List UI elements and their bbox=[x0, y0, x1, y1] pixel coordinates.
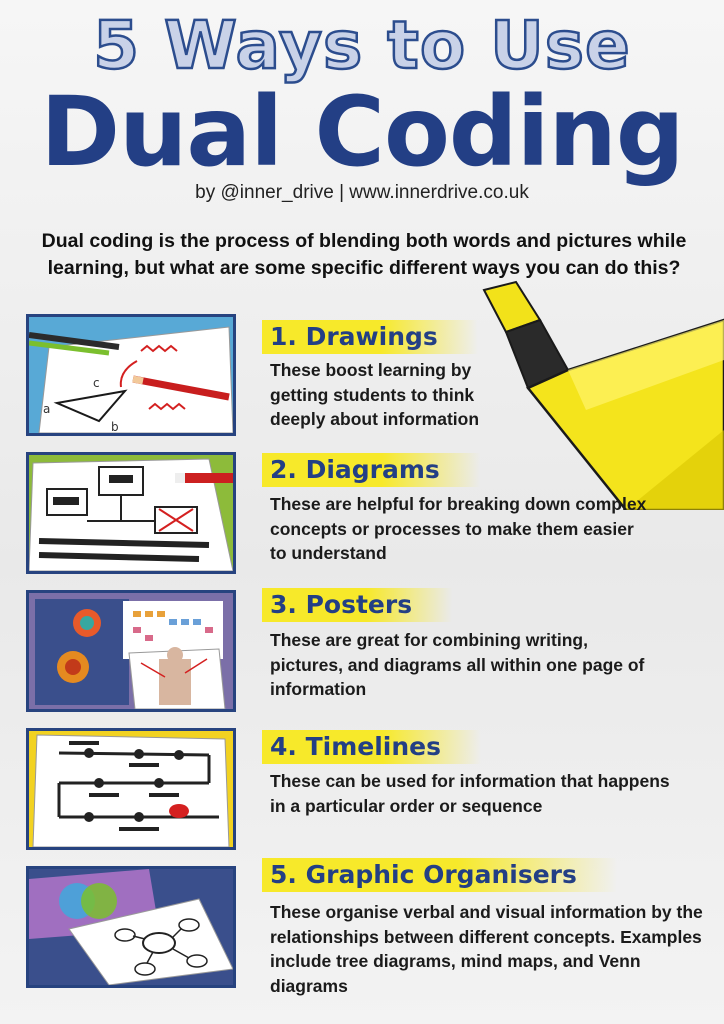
section-heading-posters: 3. Posters bbox=[262, 588, 452, 622]
triangle-label-b: b bbox=[111, 420, 119, 433]
section-desc-timelines: These can be used for information that happens in a particular order or sequence bbox=[270, 771, 670, 816]
section-desc-posters: These are great for combining writing, pictures, and diagrams all within one page of information bbox=[270, 630, 645, 699]
section-heading-diagrams: 2. Diagrams bbox=[262, 453, 480, 487]
section-desc-diagrams: These are helpful for breaking down complex concepts or processes to make them easier to understand bbox=[270, 494, 647, 563]
section-heading-graphic-organisers: 5. Graphic Organisers bbox=[262, 858, 617, 892]
byline: by @inner_drive | www.innerdrive.co.uk bbox=[195, 182, 529, 203]
title-line-1: 5 Ways to Use bbox=[93, 7, 631, 84]
section-desc-drawings: These boost learning by getting students to think deeply about information bbox=[270, 360, 480, 429]
posters-illustration bbox=[26, 590, 236, 712]
intro-text: Dual coding is the process of blending both words and pictures while learning, but what are some specific different ways you can do this? bbox=[41, 230, 687, 279]
drawings-illustration bbox=[26, 314, 236, 436]
triangle-label-a: a bbox=[43, 402, 51, 416]
diagrams-illustration bbox=[26, 452, 236, 574]
timelines-illustration bbox=[26, 728, 236, 850]
section-heading-timelines: 4. Timelines bbox=[262, 730, 481, 764]
section-heading-drawings: 1. Drawings bbox=[262, 320, 478, 354]
highlighter-icon bbox=[476, 280, 724, 510]
triangle-label-c: c bbox=[93, 376, 100, 390]
title-line-2: Dual Coding bbox=[40, 76, 684, 188]
section-desc-graphic-organisers: These organise verbal and visual information by the relationships between different concepts. Examples include tree diagrams, mind maps, and Venn diagrams bbox=[270, 902, 703, 996]
graphic-organisers-illustration bbox=[26, 866, 236, 988]
